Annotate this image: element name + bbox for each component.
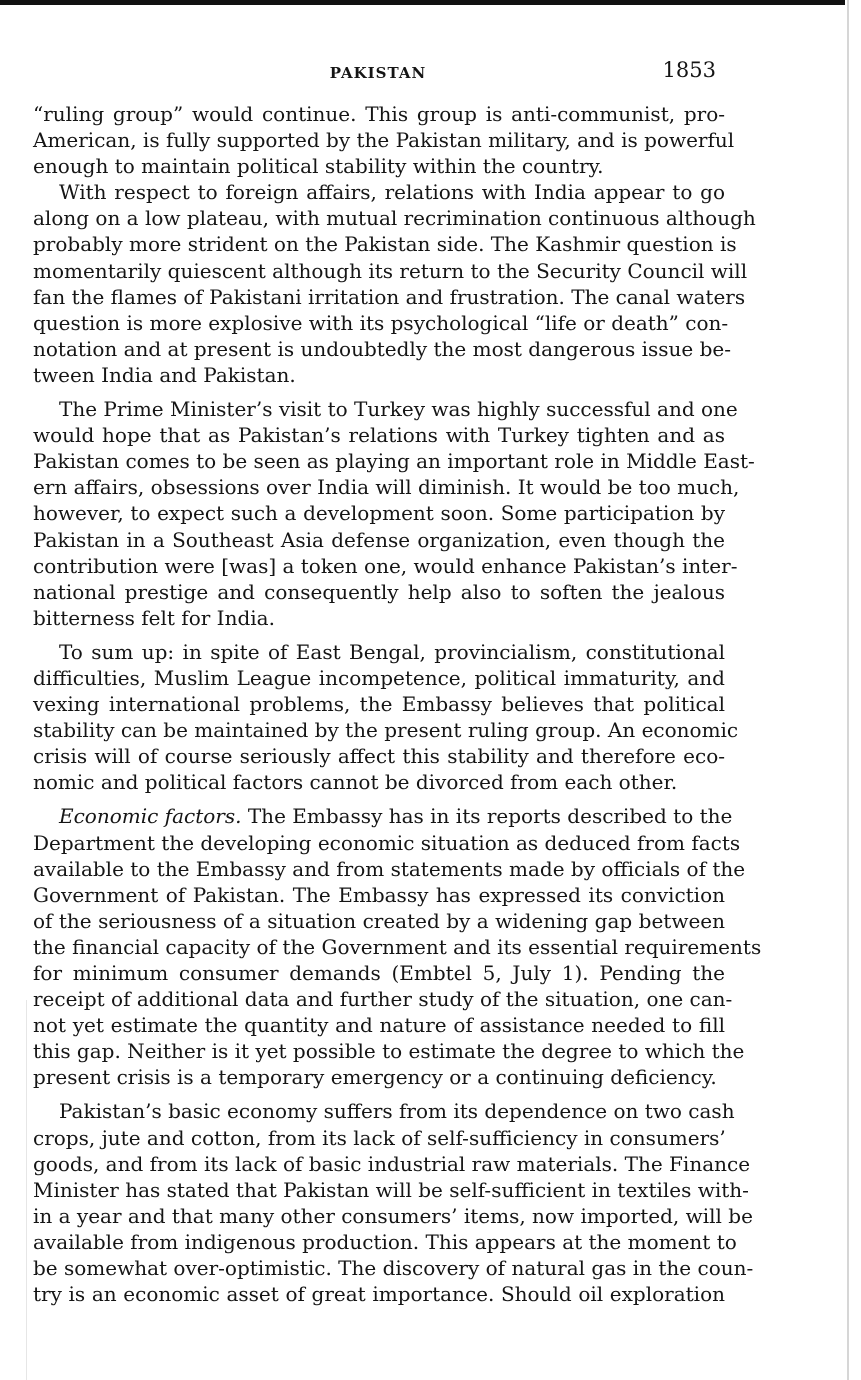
text-line: notation and at present is undoubtedly the most dangerous issue be- (33, 336, 732, 361)
text-line: would hope that as Pakistan’s relations with Turkey tighten and as (33, 423, 725, 448)
text-line: stability can be maintained by the present ruling group. An economic (33, 718, 739, 743)
paragraph-4 (33, 639, 739, 796)
text-line: available from indigenous production. This appears at the moment to (33, 1229, 737, 1254)
text-line: crisis will of course seriously affect this stability and therefore eco- (33, 744, 725, 769)
text-line: goods, and from its lack of basic industrial raw materials. The Finance (33, 1151, 751, 1176)
text-line: fan the flames of Pakistani irritation and frustration. The canal waters (33, 284, 746, 309)
paragraph-2 (33, 179, 756, 388)
body-text (33, 101, 762, 1307)
page-edge-right (847, 0, 849, 1380)
text-line: for minimum consumer demands (Embtel 5, July 1). Pending the (33, 961, 725, 985)
text-line: crops, jute and cotton, from its lack of self-sufficiency in consumers’ (33, 1125, 726, 1150)
paragraph-6 (33, 1098, 754, 1307)
text-line: Pakistan’s basic economy suffers from its dependence on two cash (59, 1099, 735, 1124)
text-line: this gap. Neither is it yet possible to estimate the degree to which the (33, 1039, 745, 1064)
text-line: Department the developing economic situation as deduced from facts (33, 830, 741, 855)
section-heading: Economic factors. (59, 804, 242, 829)
text-line: national prestige and consequently help also to soften the jealous (33, 579, 725, 604)
text-line: be somewhat over-optimistic. The discovery of natural gas in the coun- (33, 1256, 754, 1281)
text-line: momentarily quiescent although its return to the Security Council will (33, 258, 748, 283)
text-line: receipt of additional data and further study of the situation, one can- (33, 987, 733, 1012)
running-title: PAKISTAN (329, 64, 427, 82)
text-line: along on a low plateau, with mutual recrimination continuous although (33, 206, 756, 231)
text-line: available to the Embassy and from statements made by officials of the (33, 856, 746, 881)
text-line: To sum up: in spite of East Bengal, provincialism, constitutional (59, 639, 725, 664)
text-line (33, 803, 733, 829)
text-line: Minister has stated that Pakistan will be self-sufficient in textiles with- (33, 1177, 749, 1202)
text-line: With respect to foreign affairs, relations with India appear to go (59, 180, 725, 205)
text-line: present crisis is a temporary emergency or a continuing deficiency. (33, 1065, 717, 1090)
text-line: nomic and political factors cannot be divorced from each other. (33, 770, 678, 795)
text-line: difficulties, Muslim League incompetence, political immaturity, and (33, 665, 725, 690)
text-line: “ruling group” would continue. This group is anti-communist, pro- (33, 102, 725, 126)
text-line: Government of Pakistan. The Embassy has expressed its conviction (33, 882, 725, 907)
text-line: not yet estimate the quantity and nature of assistance needed to fill (33, 1013, 725, 1038)
running-head (34, 58, 722, 88)
text-line: tween India and Pakistan. (33, 362, 296, 387)
text-line: in a year and that many other consumers’ items, now imported, will be (33, 1203, 753, 1228)
text-line: Pakistan comes to be seen as playing an important role in Middle East- (33, 449, 755, 474)
text-line: however, to expect such a development soon. Some participation by (33, 501, 725, 526)
paragraph-1 (33, 101, 735, 179)
text-line: question is more explosive with its psychological “life or death” con- (33, 310, 729, 335)
paragraph-5 (33, 803, 762, 1090)
page-edge-left (26, 1000, 27, 1380)
text-line: of the seriousness of a situation created by a widening gap between (33, 908, 725, 933)
text-line: the financial capacity of the Government and its essential requirements (33, 934, 762, 959)
text-line: ern affairs, obsessions over India will diminish. It would be too much, (33, 475, 740, 500)
text-line: American, is fully supported by the Pakistan military, and is powerful (33, 128, 735, 153)
text-line: vexing international problems, the Embassy believes that political (33, 692, 725, 717)
paragraph-3 (33, 396, 755, 631)
text-line: The Prime Minister’s visit to Turkey was highly successful and one (59, 397, 738, 422)
text-line: contribution were [was] a token one, would enhance Pakistan’s inter- (33, 553, 738, 578)
text-line: probably more strident on the Pakistan side. The Kashmir question is (33, 232, 737, 257)
text-line-rest: The Embassy has in its reports described to the (241, 804, 733, 829)
text-line: bitterness felt for India. (33, 605, 275, 630)
text-line: Pakistan in a Southeast Asia defense organization, even though the (33, 527, 725, 552)
page-number: 1853 (662, 58, 716, 82)
top-border-line (0, 0, 845, 5)
text-line: try is an economic asset of great importance. Should oil exploration (33, 1282, 725, 1307)
text-line: enough to maintain political stability within the country. (33, 154, 604, 179)
